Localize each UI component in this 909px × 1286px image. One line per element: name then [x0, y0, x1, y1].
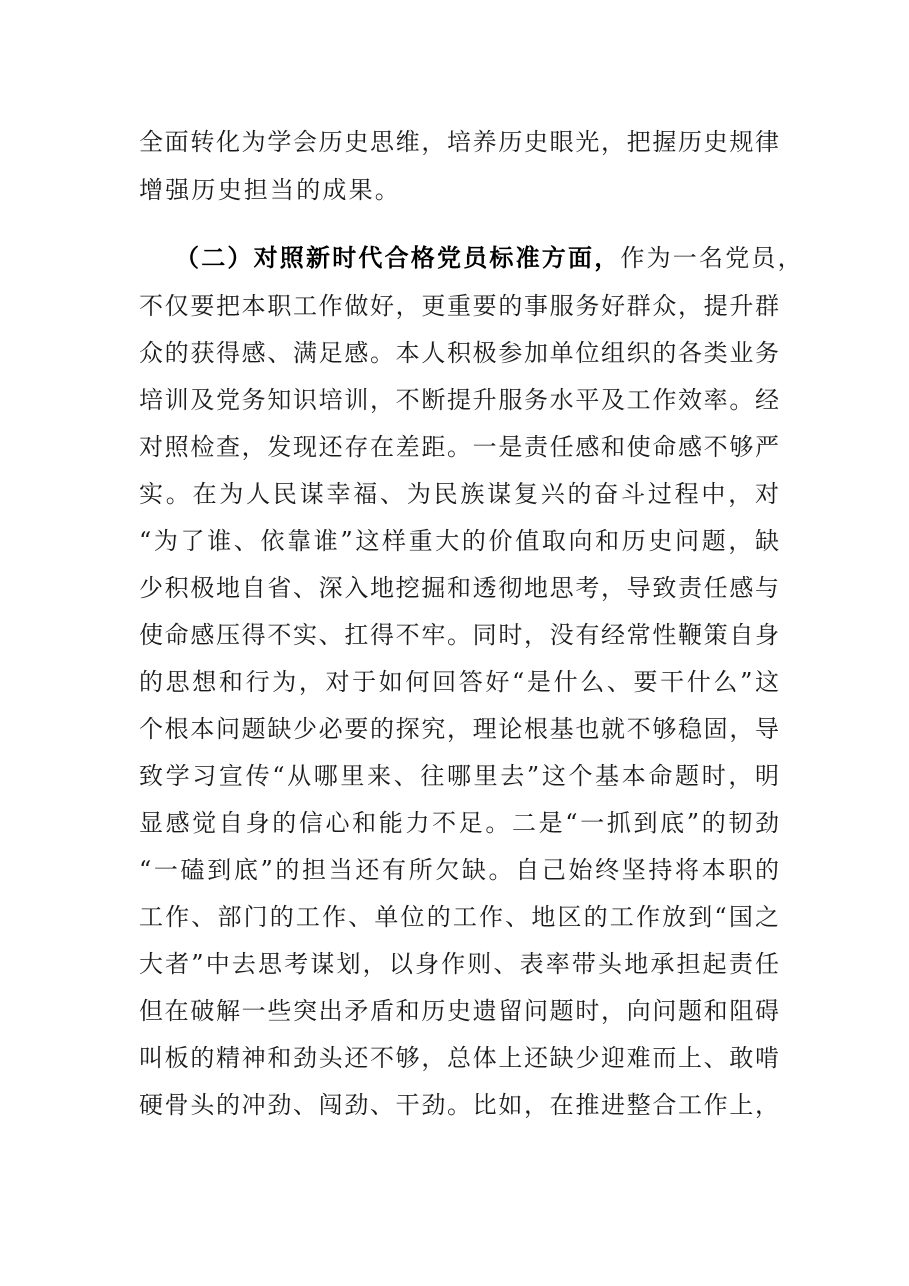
paragraph-2-line: “一磕到底”的担当还有所欠缺。自己始终坚持将本职的: [139, 856, 779, 884]
paragraph-2-line: 硬骨头的冲劲、闯劲、干劲。比如，在推进整合工作上，: [139, 1091, 779, 1119]
paragraph-2-line: 个根本问题缺少必要的探究，理论根基也就不够稳固，导: [139, 715, 779, 743]
paragraph-2-line: 对照检查，发现还存在差距。一是责任感和使命感不够严: [139, 433, 779, 461]
paragraph-1-line-2: 增强历史担当的成果。: [139, 176, 401, 204]
paragraph-2-line: 众的获得感、满足感。本人积极参加单位组织的各类业务: [139, 339, 779, 367]
paragraph-2-first-line: [175, 236, 804, 280]
paragraph-2-line: 致学习宣传“从哪里来、往哪里去”这个基本命题时，明: [139, 762, 779, 790]
paragraph-2-line: 少积极地自省、深入地挖掘和透彻地思考，导致责任感与: [139, 574, 779, 602]
paragraph-2-line: 实。在为人民谋幸福、为民族谋复兴的奋斗过程中，对: [139, 480, 779, 508]
paragraph-2-line: 叫板的精神和劲头还不够，总体上还缺少迎难而上、敢啃: [139, 1044, 779, 1072]
paragraph-2-line: 使命感压得不实、扛得不牢。同时，没有经常性鞭策自身: [139, 621, 779, 649]
paragraph-2-line: “为了谁、依靠谁”这样重大的价值取向和历史问题，缺: [139, 527, 779, 555]
paragraph-2-line: 显感觉自身的信心和能力不足。二是“一抓到底”的韧劲: [139, 809, 779, 837]
paragraph-2-line: 的思想和行为，对于如何回答好“是什么、要干什么”这: [139, 668, 779, 696]
paragraph-1-line-1: 全面转化为学会历史思维，培养历史眼光，把握历史规律: [139, 128, 779, 156]
paragraph-2-line: 大者”中去思考谋划，以身作则、表率带头地承担起责任: [139, 950, 779, 978]
paragraph-2-line: 工作、部门的工作、单位的工作、地区的工作放到“国之: [139, 903, 779, 931]
section-heading: （二）对照新时代合格党员标准方面，: [175, 243, 621, 272]
paragraph-2-line: 培训及党务知识培训，不断提升服务水平及工作效率。经: [139, 386, 779, 414]
paragraph-2-first-line-rest: 作为一名党员，: [620, 244, 804, 272]
paragraph-2-line: 不仅要把本职工作做好，更重要的事服务好群众，提升群: [139, 292, 779, 320]
paragraph-2-line: 但在破解一些突出矛盾和历史遗留问题时，向问题和阻碍: [139, 997, 779, 1025]
